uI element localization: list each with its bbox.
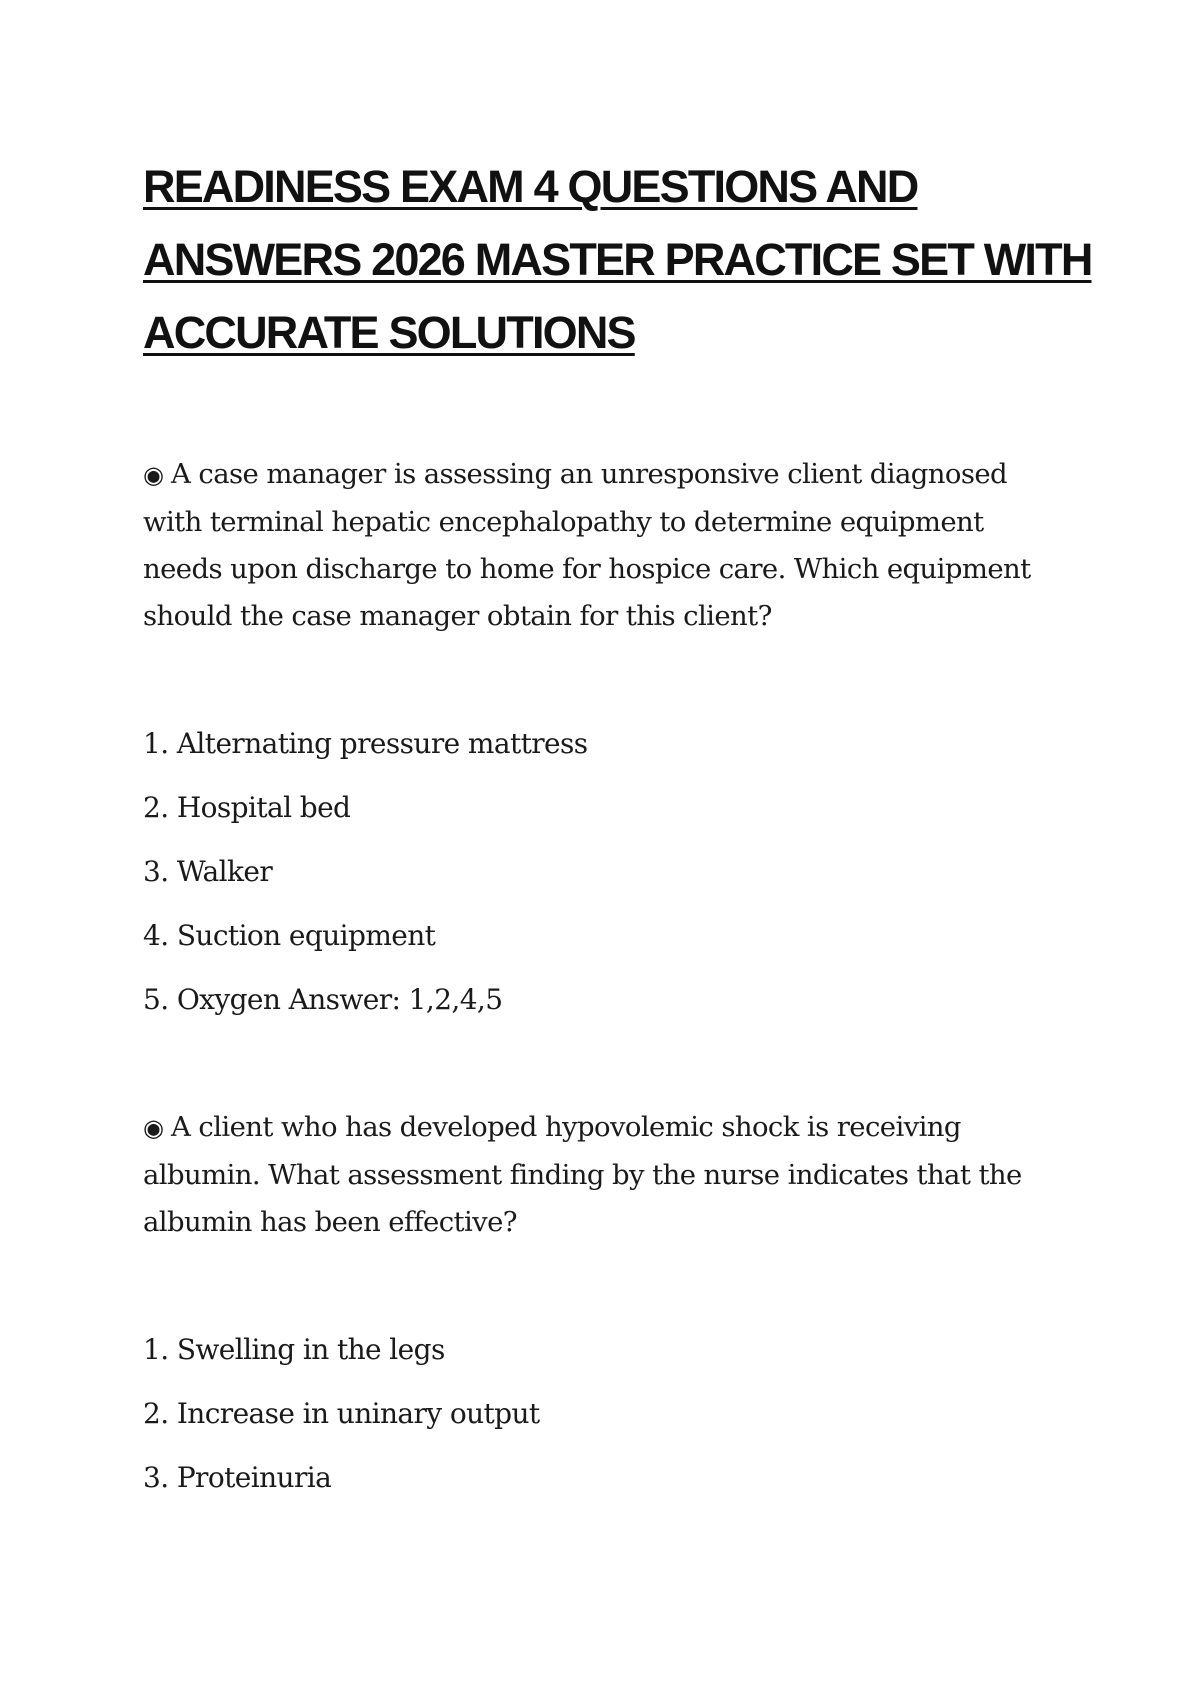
radio-bullet-icon: ◉ bbox=[143, 461, 164, 489]
document-title bbox=[143, 150, 1092, 369]
option-item: 4. Suction equipment bbox=[143, 919, 436, 952]
question-text: A case manager is assessing an unresponsive client diagnosed with terminal hepatic encephalopathy to determine equipment needs upon discharge to home for hospice care. Which equipment should the case manager obtain for this client? bbox=[143, 458, 1031, 632]
question-2-options bbox=[143, 1318, 1043, 1510]
option-item-with-answer: 5. Oxygen Answer: 1,2,4,5 bbox=[143, 983, 503, 1016]
option-item: 1. Alternating pressure mattress bbox=[143, 727, 588, 760]
option-item: 1. Swelling in the legs bbox=[143, 1333, 445, 1366]
title-line: ACCURATE SOLUTIONS bbox=[143, 307, 635, 358]
option-item: 2. Hospital bed bbox=[143, 791, 351, 824]
question-1-options bbox=[143, 712, 1043, 1032]
question-text: A client who has developed hypovolemic shock is receiving albumin. What assessment finding by the nurse indicates that the albumin has been effective? bbox=[143, 1111, 1022, 1238]
question-1 bbox=[143, 451, 1063, 640]
option-item: 3. Walker bbox=[143, 855, 273, 888]
option-item: 2. Increase in uninary output bbox=[143, 1397, 540, 1430]
question-2 bbox=[143, 1104, 1063, 1246]
title-line: ANSWERS 2026 MASTER PRACTICE SET WITH bbox=[143, 234, 1092, 285]
title-line: READINESS EXAM 4 QUESTIONS AND bbox=[143, 161, 918, 212]
radio-bullet-icon: ◉ bbox=[143, 1114, 164, 1142]
option-item: 3. Proteinuria bbox=[143, 1461, 332, 1494]
